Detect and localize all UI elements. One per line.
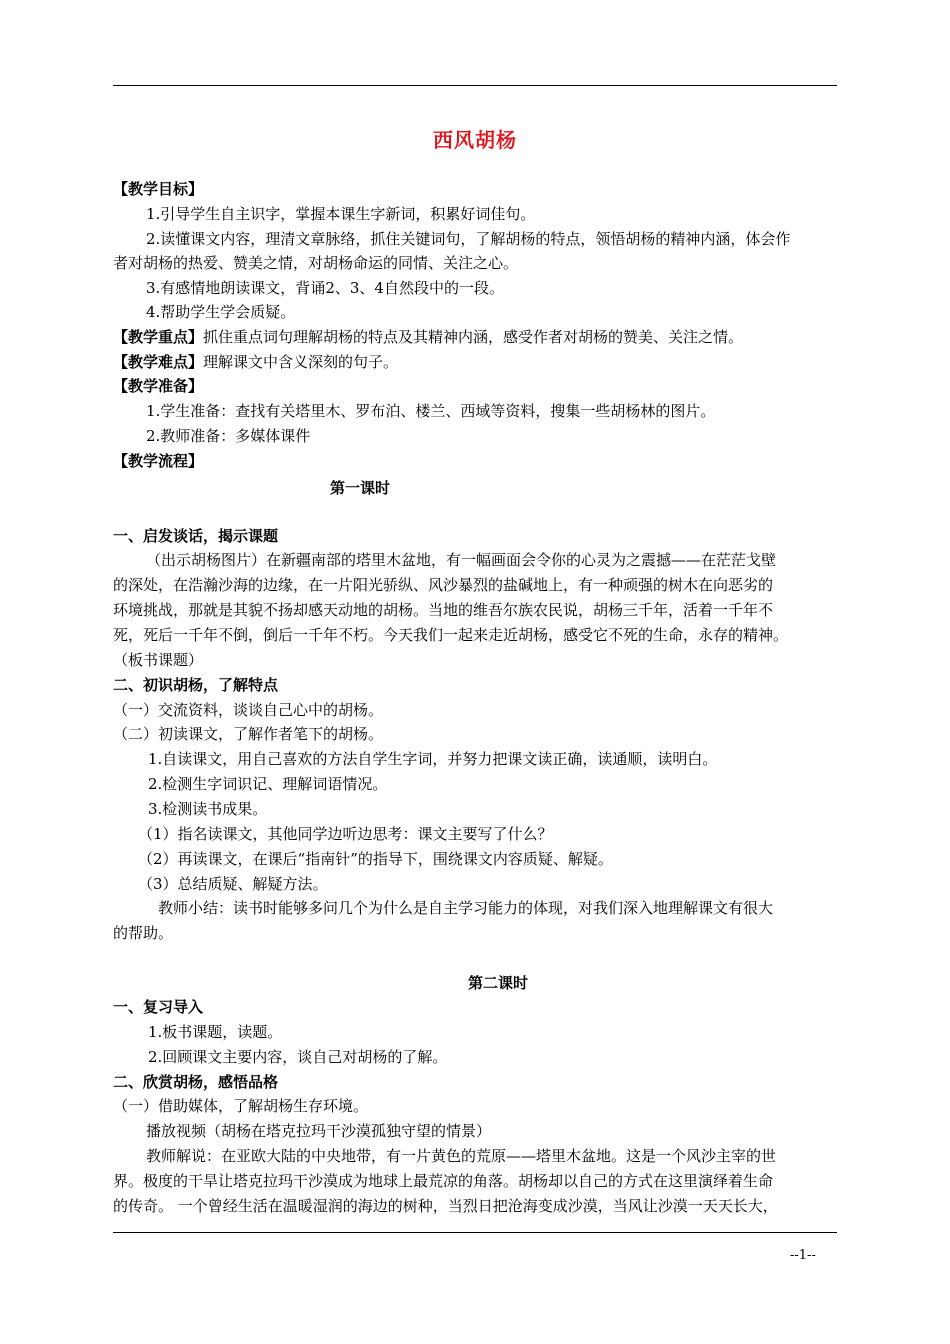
goal-item-1: 1.引导学生自主识字，掌握本课生字新词，积累好词佳句。 (146, 205, 536, 223)
prep-item-1: 1.学生准备：查找有关塔里木、罗布泊、楼兰、西域等资料，搜集一些胡杨林的图片。 (146, 402, 716, 420)
list-item: 3.检测读书成果。 (148, 800, 268, 818)
teacher-summary: 教师小结：读书时能够多问几个为什么是自主学习能力的体现，对我们深入地理解课文有很大 (158, 899, 774, 917)
difficulty (113, 350, 398, 374)
teacher-summary-cont: 的帮助。 (113, 924, 174, 942)
list-item: （2）再读课文，在课后“指南针”的指导下，围绕课文内容质疑、解疑。 (138, 850, 613, 868)
lesson2-para-line: 教师解说：在亚欧大陆的中央地带，有一片黄色的荒原——塔里木盆地。这是一个风沙主宰的世 (146, 1147, 777, 1165)
list-item: 1.自读课文，用自己喜欢的方法自学生字词，并努力把课文读正确，读通顺，读明白。 (148, 750, 718, 768)
lesson1-para-line: （板书课题） (113, 651, 204, 669)
difficulty-label: 【教学难点】 (113, 353, 204, 371)
difficulty-text: 理解课文中含义深刻的句子。 (203, 353, 399, 371)
flow-header: 【教学流程】 (113, 452, 204, 470)
lesson1-section1-title: 一、启发谈话，揭示课题 (113, 527, 279, 545)
lesson1-heading: 第一课时 (330, 479, 391, 497)
lesson2-para-line: 界。极度的干旱让塔克拉玛干沙漠成为地球上最荒凉的角落。胡杨却以自己的方式在这里演绎着生命 (113, 1172, 774, 1190)
goal-item-3: 3.有感情地朗读课文，背诵2、3、4自然段中的一段。 (146, 279, 504, 297)
page-title: 西风胡杨 (433, 128, 517, 152)
lesson1-para-line: （出示胡杨图片）在新疆南部的塔里木盆地，有一幅画面会令你的心灵为之震撼——在茫茫戈壁 (146, 551, 777, 569)
footer-rule (113, 1232, 837, 1233)
lesson1-section2-title: 二、初识胡杨，了解特点 (113, 676, 279, 694)
page-number: --1-- (790, 1248, 816, 1263)
header-rule (113, 85, 837, 86)
lesson2-heading: 第二课时 (468, 974, 529, 992)
list-item: （一）借助媒体，了解胡杨生存环境。 (113, 1097, 369, 1115)
list-item: （二）初读课文，了解作者笔下的胡杨。 (113, 725, 384, 743)
prep-item-2: 2.教师准备：多媒体课件 (146, 427, 311, 445)
goal-item-4: 4.帮助学生学会质疑。 (146, 303, 296, 321)
lesson1-para-line: 的深处，在浩瀚沙海的边缘，在一片阳光骄纵、风沙暴烈的盐碱地上，有一种顽强的树木在向恶劣的 (113, 576, 774, 594)
goals-header: 【教学目标】 (113, 180, 204, 198)
goal-item-2-cont: 者对胡杨的热爱、赞美之情，对胡杨命运的同情、关注之心。 (113, 254, 519, 272)
video-note: 播放视频（胡杨在塔克拉玛干沙漠孤独守望的情景） (146, 1122, 492, 1140)
lesson1-para-line: 环境挑战，那就是其貌不扬却感天动地的胡杨。当地的维吾尔族农民说，胡杨三千年，活着一千年不 (113, 601, 774, 619)
lesson2-section2-title: 二、欣赏胡杨，感悟品格 (113, 1073, 279, 1091)
goal-item-2: 2.读懂课文内容，理清文章脉络，抓住关键词句，了解胡杨的特点，领悟胡杨的精神内涵，体会作 (146, 230, 791, 248)
list-item: （1）指名读课文，其他同学边听边思考：课文主要写了什么？ (138, 825, 553, 843)
list-item: （3）总结质疑、解疑方法。 (138, 875, 328, 893)
key-points-label: 【教学重点】 (113, 328, 204, 346)
key-points (113, 325, 743, 349)
lesson2-section1-title: 一、复习导入 (113, 998, 204, 1016)
key-points-text: 抓住重点词句理解胡杨的特点及其精神内涵，感受作者对胡杨的赞美、关注之情。 (203, 328, 744, 346)
list-item: 2.检测生字词识记、理解词语情况。 (148, 775, 388, 793)
list-item: 2.回顾课文主要内容，谈自己对胡杨的了解。 (148, 1048, 448, 1066)
lesson2-para-line: 的传奇。 一个曾经生活在温暖湿润的海边的树种，当烈日把沧海变成沙漠，当风让沙漠一天天长大， (113, 1197, 778, 1215)
lesson1-para-line: 死，死后一千年不倒，倒后一千年不朽。今天我们一起来走近胡杨，感受它不死的生命，永存的精神。 (113, 626, 789, 644)
prep-header: 【教学准备】 (113, 377, 204, 395)
list-item: 1.板书课题，读题。 (148, 1023, 283, 1041)
list-item: （一）交流资料，谈谈自己心中的胡杨。 (113, 701, 384, 719)
